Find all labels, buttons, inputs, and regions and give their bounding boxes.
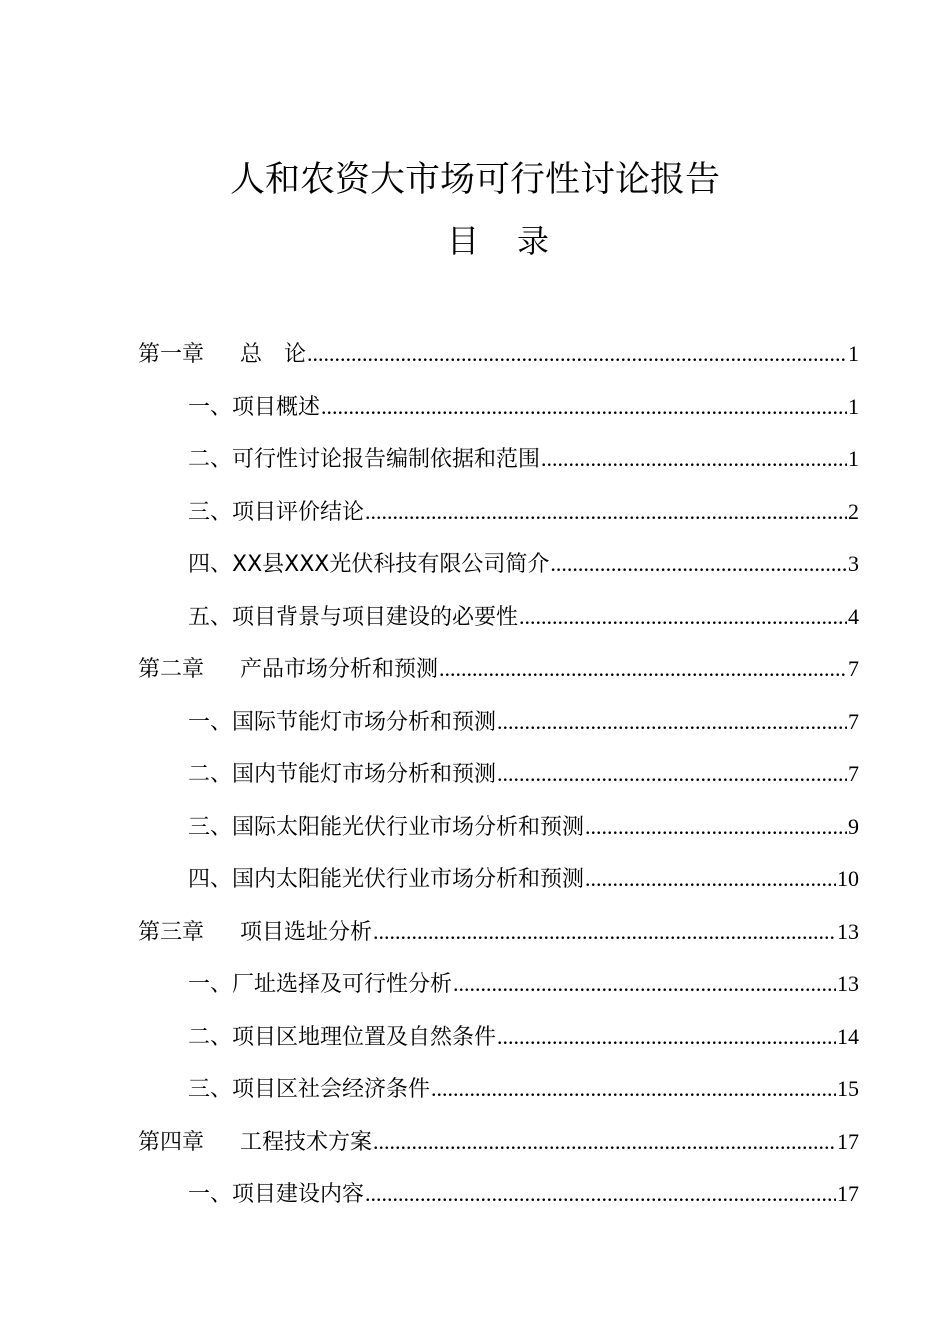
toc-dot-leader	[497, 754, 847, 794]
toc-entry-text: 厂址选择及可行性分析	[232, 972, 453, 997]
toc-entry-label	[138, 1123, 372, 1163]
toc-entry-label	[188, 965, 452, 1005]
toc-entry-label	[188, 493, 364, 533]
toc-entry-label	[138, 913, 372, 953]
toc-entry-text: 国际节能灯市场分析和预测	[232, 709, 497, 735]
toc-entry[interactable]	[188, 859, 859, 899]
toc-entry-number: 第四章	[138, 1129, 205, 1155]
toc-entry-page-number: 4	[848, 603, 859, 629]
toc-entry-page-number: 13	[837, 971, 859, 996]
toc-entry-page-number: 3	[848, 551, 859, 576]
toc-entry-text: 项目概述	[232, 394, 321, 420]
toc-entry[interactable]	[188, 702, 859, 742]
toc-entry-label	[188, 1175, 364, 1215]
toc-entry-label	[188, 703, 496, 743]
toc-entry-text: 国际太阳能光伏行业市场分析和预测	[232, 814, 585, 840]
toc-entry-text: 项目区地理位置及自然条件	[232, 1024, 497, 1050]
toc-entry-label	[138, 335, 306, 375]
toc-entry-number: 四、	[188, 867, 233, 892]
toc-entry-label	[188, 545, 549, 585]
toc-dot-leader	[453, 964, 836, 1004]
toc-entry-text: 可行性讨论报告编制依据和范围	[232, 447, 541, 472]
toc-entry-page-number: 17	[837, 1128, 859, 1154]
toc-entry-text: 总 论	[240, 342, 307, 367]
toc-entry-text: 项目评价结论	[232, 499, 365, 525]
toc-entry-number: 三、	[188, 499, 233, 525]
toc-entry-number: 二、	[188, 762, 233, 787]
toc-entry[interactable]	[188, 807, 859, 847]
toc-heading-char-1: 目	[446, 222, 479, 260]
toc-entry-text: 项目区社会经济条件	[232, 1077, 431, 1102]
toc-entry-page-number: 1	[848, 341, 859, 366]
toc-entry-label	[188, 755, 496, 795]
toc-entry[interactable]	[188, 544, 859, 584]
toc-entry-text: 产品市场分析和预测	[240, 657, 439, 682]
toc-entry-text: 项目建设内容	[232, 1182, 365, 1207]
toc-heading-char-2: 录	[517, 222, 550, 260]
toc-dot-leader	[541, 439, 847, 479]
toc-dot-leader	[439, 649, 847, 689]
toc-entry-page-number: 7	[848, 708, 859, 734]
toc-entry-number: 一、	[188, 394, 233, 420]
toc-dot-leader	[321, 387, 847, 427]
toc-entry-page-number: 2	[848, 498, 859, 524]
document-title: 人和农资大市场可行性讨论报告	[229, 160, 720, 200]
toc-entry-label	[188, 388, 320, 428]
toc-dot-leader	[497, 1017, 836, 1057]
toc-entry-number: 二、	[188, 447, 233, 472]
toc-entry-page-number: 13	[837, 918, 859, 944]
toc-entry-label	[188, 440, 540, 480]
toc-entry-label	[188, 1070, 430, 1110]
toc-entry-number: 第一章	[138, 342, 205, 367]
toc-heading	[0, 220, 950, 262]
toc-entry-page-number: 1	[848, 393, 859, 419]
toc-entry-number: 一、	[188, 972, 233, 997]
toc-dot-leader	[365, 1174, 836, 1214]
toc-entry-text: 国内太阳能光伏行业市场分析和预测	[232, 867, 585, 892]
toc-dot-leader	[585, 807, 847, 847]
toc-entry[interactable]	[188, 597, 859, 637]
toc-entry-page-number: 14	[837, 1023, 859, 1049]
toc-dot-leader	[519, 597, 847, 637]
toc-entry-number: 四、	[188, 552, 233, 577]
toc-entry-label	[188, 598, 518, 638]
toc-entry-page-number: 7	[848, 656, 859, 681]
toc-entry[interactable]	[138, 334, 859, 374]
toc-entry-label	[188, 860, 584, 900]
toc-entry-page-number: 17	[837, 1181, 859, 1206]
toc-entry-text: 项目选址分析	[240, 919, 373, 945]
toc-dot-leader	[373, 1122, 836, 1162]
toc-entry-label	[138, 650, 438, 690]
toc-entry-number: 一、	[188, 1182, 233, 1207]
toc-entry-text: 国内节能灯市场分析和预测	[232, 762, 497, 787]
toc-dot-leader	[365, 492, 847, 532]
toc-entry-number: 三、	[188, 814, 233, 840]
toc-entry-number: 第三章	[138, 919, 205, 945]
toc-dot-leader	[497, 702, 847, 742]
toc-entry[interactable]	[188, 387, 859, 427]
toc-entry-number: 第二章	[138, 657, 205, 682]
toc-entry[interactable]	[188, 964, 859, 1004]
toc-entry-number: 一、	[188, 709, 233, 735]
toc-entry-page-number: 10	[837, 866, 859, 891]
toc-entry[interactable]	[188, 492, 859, 532]
toc-entry[interactable]	[188, 1069, 859, 1109]
toc-entry-page-number: 9	[848, 813, 859, 839]
toc-dot-leader	[373, 912, 836, 952]
toc-dot-leader	[550, 544, 847, 584]
toc-entry[interactable]	[188, 1174, 859, 1214]
toc-entry[interactable]	[138, 649, 859, 689]
toc-entry[interactable]	[138, 1122, 859, 1162]
toc-entry-label	[188, 808, 584, 848]
toc-entry[interactable]	[188, 439, 859, 479]
toc-entry[interactable]	[188, 754, 859, 794]
toc-entry-page-number: 15	[837, 1076, 859, 1101]
toc-entry-text: 项目背景与项目建设的必要性	[232, 604, 519, 630]
toc-entry-page-number: 1	[848, 446, 859, 471]
toc-dot-leader	[585, 859, 836, 899]
toc-dot-leader	[307, 334, 847, 374]
toc-dot-leader	[431, 1069, 836, 1109]
toc-entry-label	[188, 1018, 496, 1058]
toc-entry[interactable]	[188, 1017, 859, 1057]
toc-entry-number: 二、	[188, 1024, 233, 1050]
toc-entry-number: 三、	[188, 1077, 233, 1102]
toc-entry[interactable]	[138, 912, 859, 952]
toc-entry-page-number: 7	[848, 761, 859, 786]
toc-entry-number: 五、	[188, 604, 233, 630]
toc-entry-text: XX县XXX光伏科技有限公司简介	[232, 552, 550, 577]
toc-entry-text: 工程技术方案	[240, 1129, 373, 1155]
